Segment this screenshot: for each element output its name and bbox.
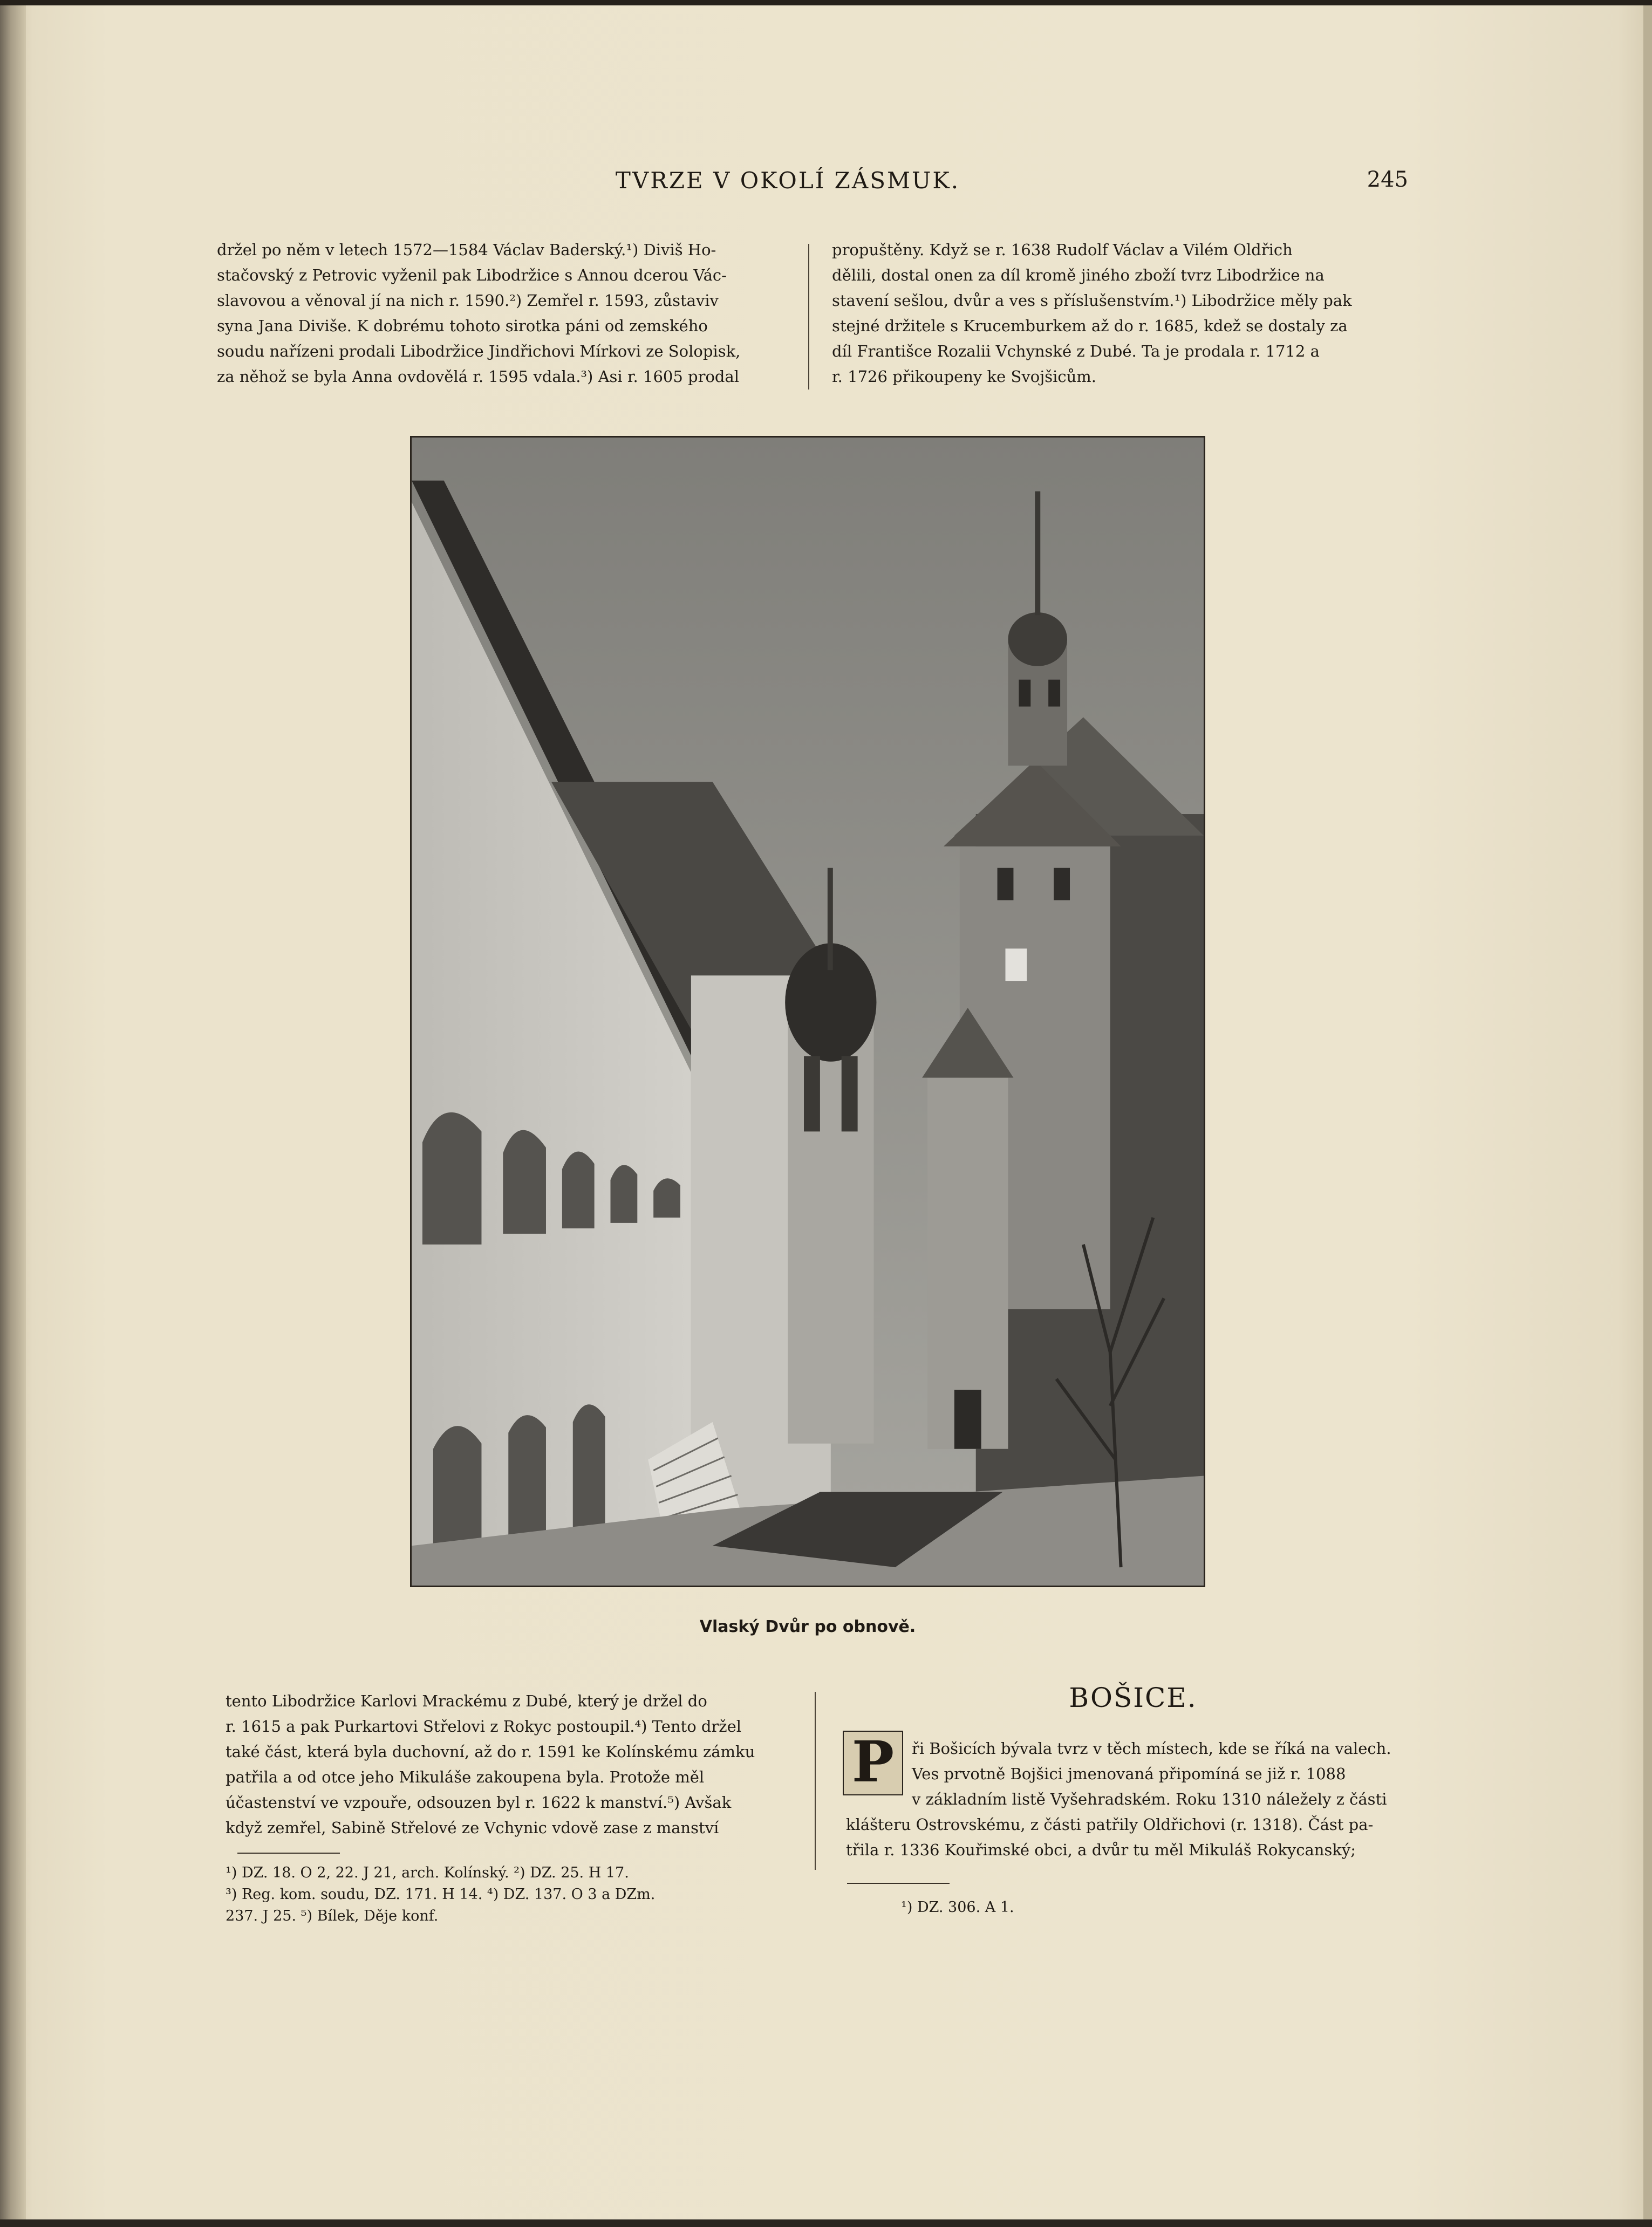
- footnote-rule: [237, 1853, 340, 1854]
- footnotes-left: [226, 1862, 787, 1927]
- text-line: držel po něm v letech 1572—1584 Václav Baderský.¹) Diviš Ho-: [217, 241, 716, 259]
- text-line: Ves prvotně Bojšici jmenovaná připomíná se již r. 1088: [912, 1765, 1346, 1783]
- section-first-line: [912, 1736, 1414, 1787]
- running-head-title: TVRZE V OKOLÍ ZÁSMUK.: [615, 167, 960, 194]
- courtyard-photograph: [410, 436, 1205, 1587]
- text-line: také část, která byla duchovní, až do r. 1591 ke Kolínskému zámku: [226, 1743, 755, 1761]
- text-line: když zemřel, Sabině Střelové ze Vchynic vdově zase z manství: [226, 1819, 719, 1837]
- top-right-column: [832, 237, 1393, 390]
- text-line: klášteru Ostrovskému, z části patřily Oldřichovi (r. 1318). Část pa-: [846, 1815, 1374, 1834]
- section-body: [912, 1787, 1414, 1812]
- text-line: v základním listě Vyšehradském. Roku 1310 náležely z části: [912, 1790, 1387, 1808]
- text-line: syna Jana Diviše. K dobrému tohoto sirotka páni od zemského: [217, 317, 708, 335]
- bottom-left-column: [226, 1689, 787, 1841]
- text-line: ři Bošicích bývala tvrz v těch místech, kde se říká na valech.: [912, 1739, 1391, 1758]
- text-line: stavení sešlou, dvůr a ves s příslušenstvím.¹) Libodržice měly pak: [832, 291, 1352, 310]
- gutter-shadow: [0, 0, 26, 2227]
- text-line: r. 1615 a pak Purkartovi Střelovi z Rokyc postoupil.⁴) Tento držel: [226, 1717, 742, 1736]
- footnote-line: ¹) DZ. 18. O 2, 22. J 21, arch. Kolínský. ²) DZ. 25. H 17.: [226, 1864, 629, 1881]
- page-edge: [1643, 0, 1652, 2227]
- text-line: za něhož se byla Anna ovdovělá r. 1595 vdala.³) Asi r. 1605 prodal: [217, 367, 740, 386]
- text-line: stačovský z Petrovic vyženil pak Libodržice s Annou dcerou Vác-: [217, 266, 727, 284]
- text-line: r. 1726 přikoupeny ke Svojšicům.: [832, 367, 1096, 386]
- text-line: propuštěny. Když se r. 1638 Rudolf Václav a Vilém Oldřich: [832, 241, 1293, 259]
- top-edge: [0, 0, 1652, 5]
- top-left-column: [217, 237, 778, 390]
- text-line: tento Libodržice Karlovi Mrackému z Dubé, který je držel do: [226, 1692, 707, 1710]
- text-line: soudu nařízeni prodali Libodržice Jindřichovi Mírkovi ze Solopisk,: [217, 342, 741, 360]
- text-line: účastenství ve vzpouře, odsouzen byl r. 1622 k manství.⁵) Avšak: [226, 1793, 732, 1812]
- page-number: 245: [1367, 167, 1408, 192]
- section-title: BOŠICE.: [1069, 1682, 1197, 1713]
- text-line: díl Františce Rozalii Vchynské z Dubé. Ta je prodala r. 1712 a: [832, 342, 1320, 360]
- footnote-line: ³) Reg. kom. soudu, DZ. 171. H 14. ⁴) DZ. 137. O 3 a DZm.: [226, 1886, 656, 1903]
- bottom-edge: [0, 2219, 1652, 2227]
- text-line: dělili, dostal onen za díl kromě jiného zboží tvrz Libodržice na: [832, 266, 1325, 284]
- dropcap-letter: P: [843, 1731, 903, 1795]
- footnote-rule: [847, 1883, 950, 1884]
- photo-illustration: [412, 438, 1204, 1586]
- text-line: třila r. 1336 Kouřimské obci, a dvůr tu měl Mikuláš Rokycanský;: [846, 1841, 1356, 1859]
- text-line: stejné držitele s Krucemburkem až do r. 1685, kdež se dostaly za: [832, 317, 1348, 335]
- text-line: patřila a od otce jeho Mikuláše zakoupena byla. Protože měl: [226, 1768, 705, 1786]
- text-line: slavovou a věnoval jí na nich r. 1590.²) Zemřel r. 1593, zůstaviv: [217, 291, 719, 310]
- section-body-full: [846, 1812, 1414, 1863]
- column-divider: [808, 244, 809, 390]
- footnote-line: 237. J 25. ⁵) Bílek, Děje konf.: [226, 1908, 439, 1924]
- figure-caption: Vlaský Dvůr po obnově.: [699, 1617, 916, 1636]
- footnote-right: ¹) DZ. 306. A 1.: [901, 1899, 1014, 1916]
- column-divider: [815, 1692, 816, 1870]
